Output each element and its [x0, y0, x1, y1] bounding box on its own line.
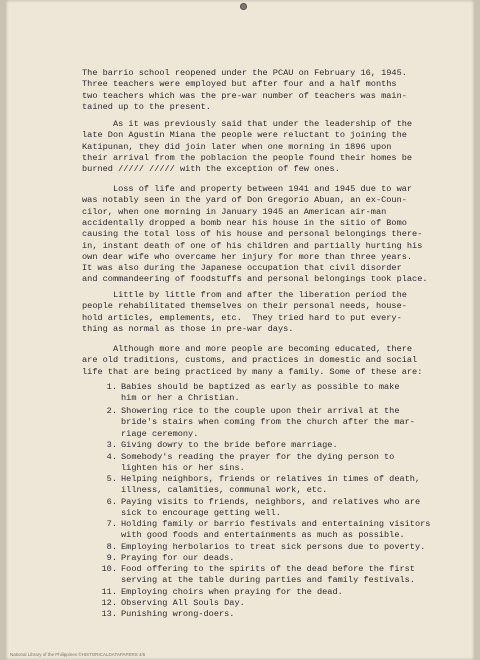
list-item-number: 10. — [101, 564, 117, 574]
list-item-text: Employing choirs when praying for the dead. — [121, 587, 343, 597]
paragraph-line: Although more and more people are becoming educated, there — [82, 344, 413, 354]
list-item-number: 7. — [106, 519, 117, 529]
paragraph-line: Loss of life and property between 1941 and 1945 due to war — [82, 184, 413, 194]
document-page — [6, 0, 474, 660]
paragraph-line: in, instant death of one of his children and partially hurting his — [82, 240, 423, 251]
list-item-text: bride's stairs when coming from the church after the mar- — [121, 417, 415, 428]
list-item-number: 9. — [106, 553, 117, 563]
list-item-text: Showering rice to the couple upon their arrival at the — [121, 406, 400, 416]
paragraph-line: and commandeering of foodstuffs and personal belongings took place. — [82, 274, 428, 285]
list-item-number: 12. — [101, 598, 117, 608]
paragraph-line: was notably seen in the yard of Don Gregorio Abuan, an ex-Coun- — [82, 195, 407, 206]
list-item-text: riage ceremony. — [121, 428, 199, 439]
paragraph-line: As it was previously said that under the leadership of the — [82, 119, 413, 129]
paragraph-line: The barrio school reopened under the PCAU on February 16, 1945. — [82, 68, 407, 78]
paragraph-line: their arrival from the poblacion the people found their homes be — [82, 152, 413, 163]
list-item-number: 5. — [106, 474, 117, 484]
list-item-number: 13. — [101, 609, 117, 619]
list-item-text: him or her a Christian. — [121, 393, 240, 404]
list-item-text: Food offering to the spirits of the dead before the first — [121, 564, 415, 574]
list-item-number: 8. — [106, 542, 117, 552]
list-item-text: Babies should be baptized as early as possible to make — [121, 382, 400, 392]
list-item-text: Somebody's reading the prayer for the dying person to — [121, 452, 395, 462]
list-item-number: 3. — [106, 440, 117, 450]
paragraph-line: causing the total loss of his house and personal belongings there- — [82, 229, 423, 240]
list-item-text: with good foods and entertainments as much as possible. — [121, 530, 405, 541]
list-item-text: serving at the table during parties and family festivals. — [121, 575, 415, 586]
list-item-text: Helping neighbors, friends or relatives in times of death, — [121, 474, 421, 484]
paragraph-line: burned ///// ///// with the exception of few ones. — [82, 164, 340, 175]
paragraph-line: late Don Agustin Miana the people were reluctant to joining the — [82, 130, 407, 141]
list-item-text: sick to encourage getting well. — [121, 508, 281, 519]
paragraph-line: two teachers which was the pre-war number of teachers was main- — [82, 90, 407, 101]
list-item-number: 11. — [101, 587, 117, 597]
list-item-text: Giving dowry to the bride before marriage. — [121, 440, 338, 450]
list-item-text: Observing All Souls Day. — [121, 598, 245, 608]
list-item-number: 4. — [106, 452, 117, 462]
paragraph-line: tained up to the present. — [82, 101, 211, 112]
list-item-text: Paying visits to friends, neighbors, and relatives who are — [121, 497, 421, 507]
paragraph-line: cilor, when one morning in January 1945 an American air-man — [82, 206, 387, 217]
paragraph-line: accidentally dropped a bomb near his house in the sitio of Bomo — [82, 217, 407, 228]
paragraph-line: Katipunan, they did join later when one morning in 1896 upon — [82, 141, 392, 152]
list-item-number: 2. — [106, 406, 117, 416]
paragraph-line: Little by little from and after the liberation period the — [82, 290, 407, 300]
paragraph-line: own dear wife who overcame her injury for more than three years. — [82, 251, 413, 262]
list-item-number: 1. — [106, 382, 117, 392]
paragraph-line: thing as normal as those in pre-war days. — [82, 323, 294, 334]
list-item-text: Praying for our deads. — [121, 553, 235, 563]
list-item-text: Punishing wrong-doers. — [121, 609, 235, 619]
paragraph-line: It was also during the Japanese occupation that civil disorder — [82, 263, 402, 274]
paragraph-line: are old traditions, customs, and practices in domestic and social — [82, 355, 418, 366]
paragraph-line: people rehabilitated themselves on their personal needs, house- — [82, 301, 407, 312]
paragraph-line: Three teachers were employed but after four and a half months — [82, 79, 397, 90]
paragraph-line: hold articles, emplements, etc. They tried hard to put every- — [82, 312, 402, 323]
list-item-text: illness, calamities, communal work, etc. — [121, 485, 328, 496]
punch-hole — [240, 3, 247, 10]
list-item-text: Holding family or barrio festivals and entertaining visitors — [121, 519, 431, 529]
paragraph-line: life that are being practiced by many a family. Some of these are: — [82, 366, 423, 377]
list-item-text: Employing herbolarios to treat sick persons due to poverty. — [121, 542, 426, 552]
list-item-text: lighten his or her sins. — [121, 463, 245, 474]
list-item-number: 6. — [106, 497, 117, 507]
page-footer: National Library of the Philippines ©HISTORICALDATAPAPERS 4/6 — [10, 652, 146, 657]
